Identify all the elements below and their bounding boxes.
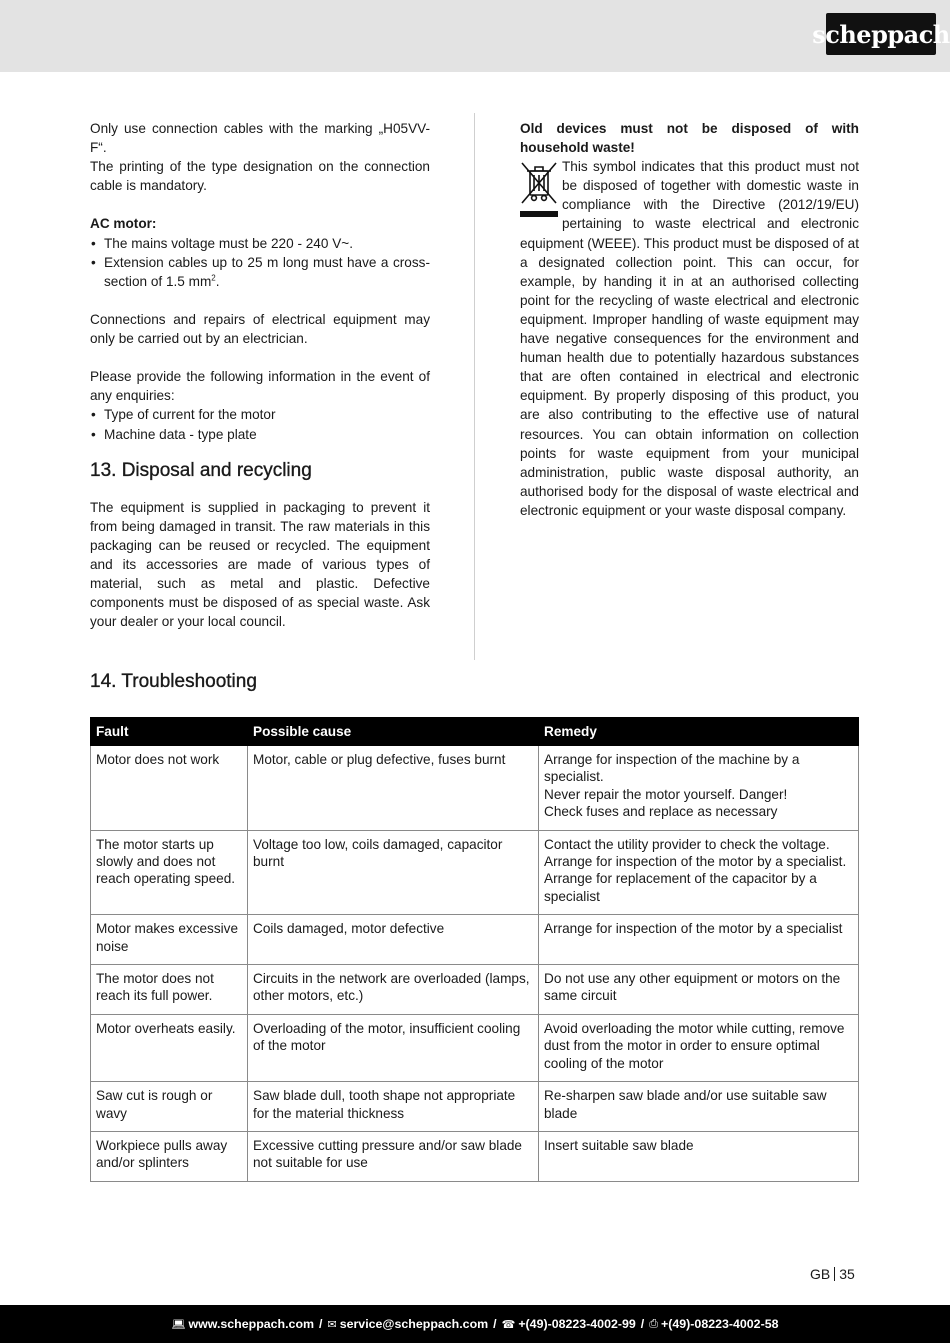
weee-crossed-bin-icon	[520, 159, 558, 219]
page-number-value: 35	[839, 1266, 855, 1282]
page-number-separator	[834, 1267, 835, 1281]
disposal-heading: Old devices must not be disposed of with household waste!	[520, 121, 859, 156]
column-header-fault: Fault	[91, 718, 248, 746]
type-designation-text: The printing of the type designation on the connection cable is mandatory.	[90, 159, 430, 194]
cause-cell: Saw blade dull, tooth shape not appropriate for the material thickness	[248, 1082, 539, 1132]
fax-icon: ⎙	[649, 1317, 659, 1330]
fault-cell: Motor overheats easily.	[91, 1014, 248, 1081]
cause-cell: Circuits in the network are overloaded (lamps, other motors, etc.)	[248, 965, 539, 1015]
cause-cell: Overloading of the motor, insufficient cooling of the motor	[248, 1014, 539, 1081]
weee-block	[520, 157, 859, 520]
cable-marking-text: Only use connection cables with the marking „H05VV-F“.	[90, 121, 430, 156]
table-row	[91, 915, 859, 965]
list-item: • Machine data - type plate	[90, 425, 430, 444]
telephone-icon: ☎︎	[501, 1318, 516, 1331]
section-13-title: 13. Disposal and recycling	[90, 459, 312, 481]
table-row	[91, 830, 859, 915]
table-header-row	[91, 718, 859, 746]
cause-cell: Voltage too low, coils damaged, capacitor burnt	[248, 830, 539, 915]
fault-cell: The motor starts up slowly and does not reach operating speed.	[91, 830, 248, 915]
scheppach-logo: scheppach	[826, 13, 936, 55]
footer-email-link[interactable]: service@scheppach.com	[339, 1317, 489, 1331]
remedy-cell: Arrange for inspection of the motor by a specialist	[539, 915, 859, 965]
footer-bar	[0, 1305, 950, 1343]
packaging-text: The equipment is supplied in packaging to prevent it from being damaged in transit. The raw materials in this packaging can be reused or recycled. The equipment and its accessories are made of various types of material, such as metal and plastic. Defective components must be disposed of as special waste. Ask your dealer or your local council.	[90, 499, 430, 630]
fault-cell: Workpiece pulls away and/or splinters	[91, 1131, 248, 1181]
fault-cell: The motor does not reach its full power.	[91, 965, 248, 1015]
table-row	[91, 1082, 859, 1132]
ac-motor-heading: AC motor:	[90, 216, 157, 232]
weee-text: This symbol indicates that this product must not be disposed of together with domestic waste in compliance with the Directive (2012/19/EU) pertaining to waste electrical and electronic equipment (WEEE). This product must be disposed of at a designated collection point. This can occur, for example, by handing it in at an authorised collecting point for the recycling of waste electrical and electronic equipment. Improper handling of waste equipment may have negative consequences for the environment and human health due to potentially hazardous substances that are often contained in electrical and electronic equipment. By properly disposing of this product, you are also contributing to the effective use of natural resources. You can obtain information on collection points for waste equipment from your municipal administration, public waste disposal authority, an authorised body for the disposal of waste electrical and electronic equipment or your waste disposal company.	[520, 159, 860, 518]
fault-cell: Motor does not work	[91, 746, 248, 831]
page-number	[810, 1265, 855, 1283]
column-header-cause: Possible cause	[248, 718, 539, 746]
cause-cell: Excessive cutting pressure and/or saw blade not suitable for use	[248, 1131, 539, 1181]
remedy-cell: Do not use any other equipment or motors on the same circuit	[539, 965, 859, 1015]
footer-separator: /	[640, 1317, 645, 1331]
language-code: GB	[810, 1266, 831, 1282]
column-divider	[474, 113, 475, 660]
footer-fax: +(49)-08223-4002-58	[661, 1317, 779, 1331]
table-row	[91, 1131, 859, 1181]
ac-motor-list	[90, 234, 430, 291]
list-item: • The mains voltage must be 220 - 240 V~.	[90, 234, 430, 253]
column-header-remedy: Remedy	[539, 718, 859, 746]
header-band	[0, 0, 950, 72]
envelope-icon: ✉︎	[327, 1318, 337, 1331]
remedy-cell: Avoid overloading the motor while cutting, remove dust from the motor in order to ensure optimal cooling of the motor	[539, 1014, 859, 1081]
computer-icon: 💻︎	[171, 1318, 186, 1331]
cause-cell: Coils damaged, motor defective	[248, 915, 539, 965]
remedy-cell: Contact the utility provider to check the voltage. Arrange for inspection of the motor by a specialist. Arrange for replacement of the capacitor by a specialist	[539, 830, 859, 915]
footer-separator: /	[319, 1317, 323, 1331]
right-column	[520, 119, 859, 520]
footer-separator: /	[493, 1317, 497, 1331]
enquiries-text: Please provide the following information in the event of any enquiries:	[90, 369, 430, 404]
enquiries-list	[90, 405, 430, 443]
footer-website-link[interactable]: www.scheppach.com	[188, 1317, 315, 1331]
electrician-text: Connections and repairs of electrical equipment may only be carried out by an electrician.	[90, 311, 430, 347]
list-item: • Extension cables up to 25 m long must have a cross-section of 1.5 $mm^2$.	[90, 253, 430, 291]
troubleshooting-table	[90, 717, 859, 1182]
section-14-title: 14. Troubleshooting	[90, 671, 257, 692]
cause-cell: Motor, cable or plug defective, fuses burnt	[248, 746, 539, 831]
footer-phone: +(49)-08223-4002-99	[518, 1317, 636, 1331]
remedy-cell: Insert suitable saw blade	[539, 1131, 859, 1181]
fault-cell: Motor makes excessive noise	[91, 915, 248, 965]
left-column	[90, 119, 430, 631]
table-row	[91, 746, 859, 831]
table-row	[91, 965, 859, 1015]
fault-cell: Saw cut is rough or wavy	[91, 1082, 248, 1132]
table-row	[91, 1014, 859, 1081]
list-item: • Type of current for the motor	[90, 405, 430, 424]
remedy-cell: Arrange for inspection of the machine by a specialist. Never repair the motor yourself. Danger! Check fuses and replace as necessary	[539, 746, 859, 831]
remedy-cell: Re-sharpen saw blade and/or use suitable saw blade	[539, 1082, 859, 1132]
